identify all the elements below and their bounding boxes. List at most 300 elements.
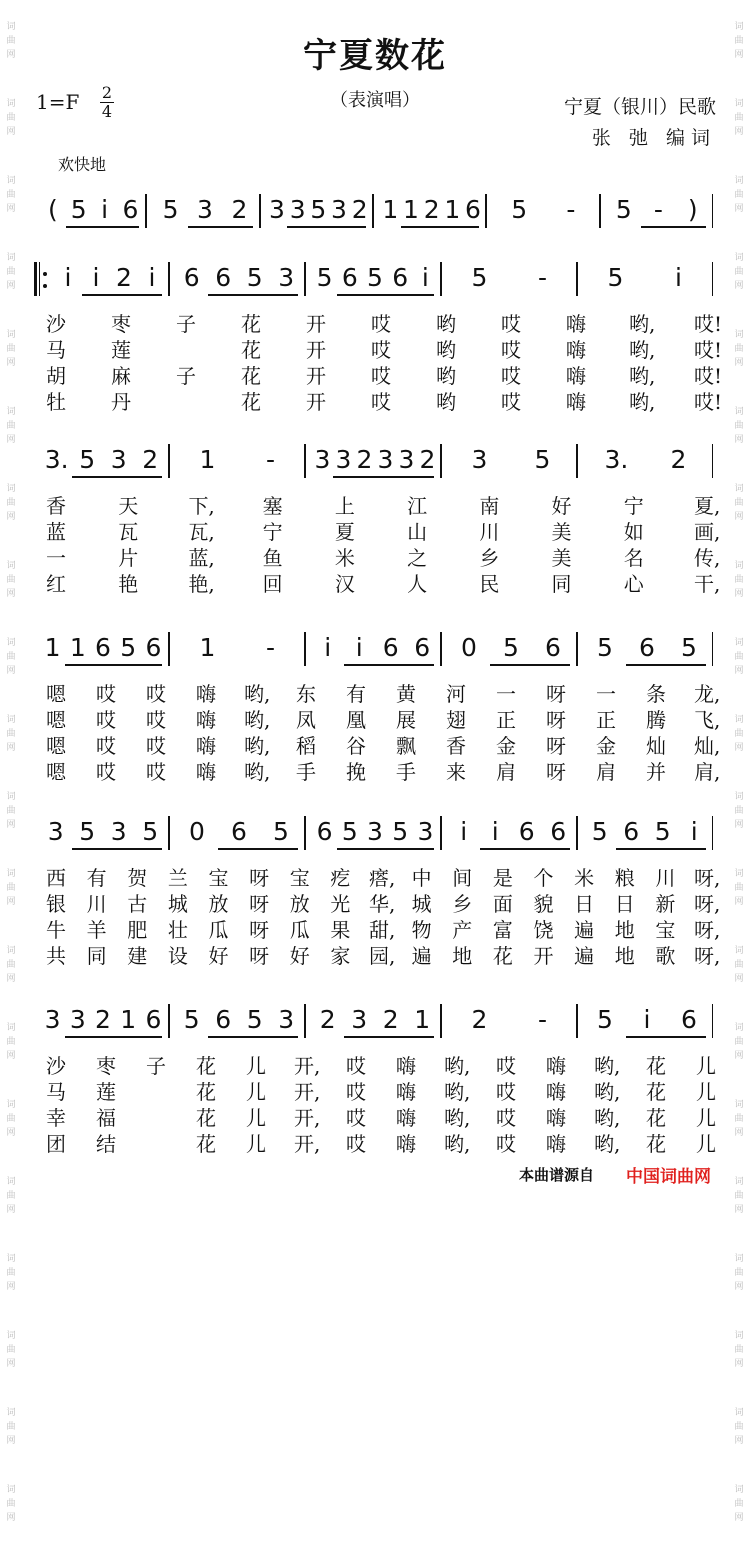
lyric-word: 哎 [496, 1054, 516, 1078]
note: 6 [639, 633, 655, 662]
beam-underline [333, 476, 434, 478]
note: 2 [231, 195, 248, 224]
lyric-line [34, 1076, 724, 1102]
bar-line [304, 816, 306, 850]
lyric-line [34, 308, 724, 334]
note: 1 [69, 633, 86, 662]
lyric-word: 哎 [96, 760, 116, 784]
lyric-word: 麻 [111, 364, 131, 388]
lyric-word: 儿 [246, 1132, 266, 1156]
song-origin: 宁夏（银川）民歌 [563, 96, 716, 118]
lyric-word: 枣 [96, 1054, 116, 1078]
lyric-word: 羊 [86, 918, 107, 942]
note: 3 [398, 445, 415, 474]
lyric-word: 歌 [655, 944, 676, 968]
watermark-glyph: 词曲网 [6, 99, 16, 137]
lyric-word: 呀 [249, 944, 270, 968]
bar-line [599, 194, 601, 228]
beam-underline [208, 294, 299, 296]
note: 6 [215, 1005, 232, 1034]
lyric-line [34, 360, 724, 386]
lyric-word: 传, [694, 546, 721, 570]
lyric-word: 哎! [694, 364, 723, 388]
lyric-line [34, 678, 724, 704]
watermark-glyph: 词曲网 [6, 638, 16, 676]
lyric-word: 花 [241, 338, 261, 362]
bar-line [304, 1004, 306, 1038]
beam-underline [641, 226, 706, 228]
note: 5 [654, 817, 671, 846]
note: 0 [189, 817, 205, 846]
note: 5 [471, 263, 488, 292]
note: 6 [231, 817, 247, 846]
lyric-word: 城 [411, 892, 432, 916]
lyric-word: 蓝 [46, 520, 66, 544]
lyric-word: 嗯 [46, 708, 66, 732]
lyric-word: 建 [127, 944, 148, 968]
lyric-word: 开 [306, 390, 326, 414]
time-signature [100, 84, 114, 121]
lyric-word: 华, [369, 892, 396, 916]
bar-line [259, 194, 261, 228]
lyric-word: 哟, [444, 1054, 471, 1078]
lyric-word: 灿 [646, 734, 666, 758]
watermark-glyph: 词曲网 [6, 792, 16, 830]
lyric-word: 川 [86, 892, 107, 916]
watermark-glyph: 词曲网 [6, 715, 16, 753]
lyric-line [34, 730, 724, 756]
lyric-word: 牛 [46, 918, 66, 942]
lyric-word: 物 [411, 918, 432, 942]
lyricist-credit: 张 弛 编词 [591, 127, 716, 149]
lyric-word: 好 [208, 944, 229, 968]
watermark-glyph: 词曲网 [734, 22, 744, 60]
watermark-glyph: 词曲网 [734, 253, 744, 291]
note: 3 [47, 817, 64, 846]
beam-underline [337, 848, 434, 850]
lyric-word: 瓦 [118, 520, 139, 544]
lyric-word: 遍 [574, 944, 595, 968]
lyric-word: 马 [46, 1080, 66, 1104]
watermark-glyph: 词曲网 [734, 1254, 744, 1292]
note: - [566, 195, 576, 224]
repeat-start-bar [39, 262, 40, 296]
lyric-word: 江 [407, 494, 428, 518]
bar-line [440, 1004, 442, 1038]
lyric-word: 嗨 [196, 734, 216, 758]
beam-underline [344, 664, 435, 666]
lyric-word: 挽 [346, 760, 366, 784]
lyric-line [34, 940, 724, 966]
watermark-glyph: 词曲网 [6, 1023, 16, 1061]
beam-underline [208, 1036, 299, 1038]
watermark-glyph: 词曲网 [6, 561, 16, 599]
note: i [324, 633, 332, 662]
lyric-word: 来 [446, 760, 466, 784]
lyric-word: 儿 [696, 1106, 716, 1130]
note: 6 [545, 633, 561, 662]
lyric-word: 哎 [146, 682, 166, 706]
lyric-word: 子 [176, 364, 196, 388]
lyric-word: 城 [167, 892, 188, 916]
meter-bottom: 4 [101, 102, 113, 121]
lyric-word: 香 [446, 734, 466, 758]
lyric-word: 飘 [396, 734, 416, 758]
lyric-word: 名 [623, 546, 644, 570]
note: i [491, 817, 499, 846]
lyric-word: 哎 [96, 734, 116, 758]
note: 6 [623, 817, 640, 846]
lyric-word: 哟, [629, 312, 656, 336]
lyric-word: 马 [46, 338, 66, 362]
lyric-word: 米 [574, 866, 595, 890]
note: - [265, 633, 276, 662]
lyric-word: 宁 [262, 520, 283, 544]
bar-line [440, 262, 442, 296]
note: i [101, 195, 109, 224]
lyric-word: 腾 [646, 708, 666, 732]
note: 6 [341, 263, 358, 292]
lyric-word: 肩 [596, 760, 616, 784]
lyric-word: 园, [369, 944, 396, 968]
lyric-word: 呀, [694, 866, 721, 890]
lyric-word: 儿 [696, 1054, 716, 1078]
lyric-word: 嗯 [46, 682, 66, 706]
lyric-word: 儿 [246, 1054, 266, 1078]
lyric-word: 呀 [546, 760, 566, 784]
lyric-word: 同 [551, 572, 572, 596]
lyric-word: 肩 [496, 760, 516, 784]
lyric-word: 肩, [694, 760, 721, 784]
lyric-word: 开 [533, 944, 554, 968]
watermark-glyph: 词曲网 [734, 946, 744, 984]
lyric-line [34, 1102, 724, 1128]
lyric-word: 民 [479, 572, 500, 596]
lyric-word: 美 [551, 520, 572, 544]
watermark-glyph: 词曲网 [734, 99, 744, 137]
watermark-glyph: 词曲网 [734, 1331, 744, 1369]
lyric-line [34, 888, 724, 914]
note: 5 [392, 817, 409, 846]
note: 2 [471, 1005, 488, 1034]
note: ( [48, 195, 58, 224]
lyric-word: 嗨 [566, 338, 586, 362]
lyric-word: 并 [646, 760, 666, 784]
note: 1 [382, 195, 399, 224]
lyric-word: 灿, [694, 734, 721, 758]
lyric-word: 花 [646, 1132, 666, 1156]
note: 5 [273, 817, 289, 846]
lyric-word: 呀, [694, 944, 721, 968]
note: 5 [246, 263, 263, 292]
watermark-glyph: 词曲网 [6, 330, 16, 368]
lyric-word: 产 [452, 918, 473, 942]
lyric-word: 貌 [533, 892, 554, 916]
note: 5 [120, 633, 137, 662]
watermark-glyph: 词曲网 [6, 407, 16, 445]
lyric-word: 哎 [346, 1132, 366, 1156]
lyric-word: 哟 [436, 338, 456, 362]
lyric-word: 下, [188, 494, 215, 518]
lyric-word: 放 [289, 892, 310, 916]
lyric-word: 哟, [444, 1080, 471, 1104]
source-label: 本曲谱源自 [519, 1166, 595, 1184]
note: 6 [183, 263, 200, 292]
lyric-word: 蓝, [188, 546, 215, 570]
lyric-word: 天 [118, 494, 139, 518]
lyric-word: 团 [46, 1132, 66, 1156]
lyric-word: 开, [294, 1132, 321, 1156]
note: 5 [591, 817, 608, 846]
bar-line [576, 632, 578, 666]
lyric-word: 光 [330, 892, 351, 916]
lyric-word: 莲 [96, 1080, 116, 1104]
note: i [643, 1005, 651, 1034]
lyric-word: 乡 [479, 546, 500, 570]
lyric-word: 一 [596, 682, 616, 706]
lyric-word: 鱼 [262, 546, 283, 570]
note: 3 [110, 445, 127, 474]
lyric-word: 日 [574, 892, 595, 916]
lyric-word: 哟, [244, 734, 271, 758]
watermark-glyph: 词曲网 [734, 484, 744, 522]
watermark-glyph: 词曲网 [734, 561, 744, 599]
lyric-word: 同 [86, 944, 107, 968]
watermark-glyph: 词曲网 [734, 869, 744, 907]
lyric-word: 嗨 [546, 1080, 566, 1104]
bar-line [576, 816, 578, 850]
note: 0 [461, 633, 477, 662]
key-signature: 1=F [36, 90, 80, 114]
note: 3. [604, 445, 629, 474]
beam-underline [616, 848, 707, 850]
lyric-word: 嗨 [396, 1080, 416, 1104]
watermark-glyph: 词曲网 [6, 176, 16, 214]
note: 5 [607, 263, 624, 292]
lyric-word: 兰 [167, 866, 188, 890]
bar-line [576, 444, 578, 478]
lyric-word: 开, [294, 1054, 321, 1078]
lyric-word: 画, [694, 520, 721, 544]
note: 5 [681, 633, 697, 662]
lyric-word: 沙 [46, 1054, 66, 1078]
lyric-word: 嗨 [196, 682, 216, 706]
lyric-word: 甜, [369, 918, 396, 942]
note: 2 [423, 195, 440, 224]
note: 2 [670, 445, 687, 474]
lyric-word: 哟 [436, 390, 456, 414]
lyric-word: 哎 [146, 760, 166, 784]
lyric-word: 哟, [629, 364, 656, 388]
lyric-word: 花 [196, 1054, 216, 1078]
note: i [148, 263, 156, 292]
lyric-word: 粮 [614, 866, 635, 890]
lyric-word: 间 [452, 866, 473, 890]
notation-line [34, 812, 724, 856]
lyric-word: 哟, [629, 390, 656, 414]
lyric-word: 是 [492, 866, 513, 890]
lyric-word: 嗨 [546, 1106, 566, 1130]
watermark-glyph: 词曲网 [734, 1023, 744, 1061]
bar-line [372, 194, 374, 228]
lyric-word: 哟, [444, 1132, 471, 1156]
lyric-word: 哟 [436, 364, 456, 388]
bar-line [304, 444, 306, 478]
note: 1 [120, 1005, 137, 1034]
note: 1 [403, 195, 419, 224]
lyric-word: 嗨 [396, 1054, 416, 1078]
lyric-word: 金 [496, 734, 516, 758]
lyric-word: 胡 [46, 364, 66, 388]
lyric-word: 南 [479, 494, 500, 518]
beam-underline [188, 226, 253, 228]
note: 5 [597, 1005, 613, 1034]
beam-underline [490, 664, 570, 666]
lyric-word: 塞 [262, 494, 283, 518]
lyric-word: 美 [551, 546, 572, 570]
lyric-word: 有 [346, 682, 366, 706]
bar-line [712, 632, 713, 666]
lyric-word: 哟, [444, 1106, 471, 1130]
bar-line [712, 262, 713, 296]
lyric-word: 金 [596, 734, 616, 758]
lyric-line [34, 542, 724, 568]
lyric-word: 嗨 [396, 1106, 416, 1130]
lyric-word: 中 [411, 866, 432, 890]
lyric-word: 嗨 [546, 1132, 566, 1156]
beam-underline [66, 226, 140, 228]
notation-line [34, 258, 724, 302]
beam-underline [344, 1036, 435, 1038]
lyric-word: 开, [294, 1106, 321, 1130]
lyric-word: 西 [46, 866, 66, 890]
lyric-word: 幸 [46, 1106, 66, 1130]
note: 6 [145, 633, 162, 662]
lyric-word: 花 [241, 364, 261, 388]
note: 3 [471, 445, 488, 474]
watermark-glyph: 词曲网 [6, 1331, 16, 1369]
note: 3 [197, 195, 213, 224]
note: 2 [142, 445, 159, 474]
lyric-word: 贺 [127, 866, 148, 890]
watermark-glyph: 词曲网 [734, 176, 744, 214]
lyric-line [34, 490, 724, 516]
lyric-word: 哎 [371, 338, 391, 362]
lyric-word: 嗯 [46, 734, 66, 758]
lyric-word: 回 [262, 572, 283, 596]
bar-line [145, 194, 147, 228]
bar-line [712, 816, 713, 850]
lyric-word: 哎 [371, 390, 391, 414]
lyric-word: 哎 [501, 390, 521, 414]
lyric-word: 乡 [452, 892, 473, 916]
lyric-word: 花 [241, 312, 261, 336]
lyric-word: 呀 [546, 708, 566, 732]
source-site[interactable]: 中国词曲网 [626, 1167, 711, 1187]
lyric-word: 开 [306, 364, 326, 388]
bar-line [440, 632, 442, 666]
note: 3 [44, 1005, 61, 1034]
lyric-word: 稻 [296, 734, 316, 758]
lyric-word: 花 [646, 1080, 666, 1104]
beam-underline [401, 226, 480, 228]
watermark-glyph: 词曲网 [6, 1100, 16, 1138]
watermark-glyph: 词曲网 [734, 1408, 744, 1446]
lyric-word: 哎 [96, 682, 116, 706]
lyric-word: 家 [330, 944, 351, 968]
lyric-word: 哎 [346, 1054, 366, 1078]
beam-underline [480, 848, 571, 850]
lyric-word: 地 [614, 944, 635, 968]
note: 3 [377, 445, 394, 474]
lyric-word: 哎 [146, 734, 166, 758]
lyric-word: 宝 [289, 866, 310, 890]
lyric-word: 哎 [496, 1106, 516, 1130]
note: 2 [351, 195, 368, 224]
lyric-word: 遍 [574, 918, 595, 942]
lyric-word: 结 [96, 1132, 116, 1156]
lyric-word: 夏 [334, 520, 355, 544]
note: - [537, 1005, 548, 1034]
bar-line [440, 444, 442, 478]
lyric-word: 瓜 [289, 918, 310, 942]
lyric-word: 嗨 [546, 1054, 566, 1078]
lyric-word: 哟, [594, 1106, 621, 1130]
note: 1 [414, 1005, 431, 1034]
lyric-word: 沙 [46, 312, 66, 336]
note: 5 [162, 195, 179, 224]
lyric-word: 干, [694, 572, 721, 596]
bar-line [440, 816, 442, 850]
watermark-glyph: 词曲网 [6, 484, 16, 522]
note: 3 [314, 445, 331, 474]
lyric-word: 哟, [244, 708, 271, 732]
notation-line [34, 628, 724, 672]
note: 6 [465, 195, 481, 224]
note: 1 [444, 195, 461, 224]
beam-underline [218, 848, 298, 850]
note: 3 [335, 445, 352, 474]
lyric-line [34, 334, 724, 360]
lyric-word: 儿 [696, 1080, 716, 1104]
note: 6 [316, 817, 333, 846]
watermark-glyph: 词曲网 [6, 1408, 16, 1446]
note: 6 [122, 195, 139, 224]
note: 6 [518, 817, 535, 846]
lyric-word: 哎! [694, 338, 723, 362]
lyric-word: 嗨 [196, 760, 216, 784]
lyric-word: 哟 [436, 312, 456, 336]
note: 5 [367, 263, 383, 292]
lyric-word: 花 [646, 1054, 666, 1078]
lyric-word: 疙 [330, 866, 351, 890]
lyric-line [34, 568, 724, 594]
note: 5 [341, 817, 358, 846]
lyric-word: 艳, [188, 572, 215, 596]
beam-underline [65, 664, 162, 666]
lyric-word: 哟, [594, 1054, 621, 1078]
lyric-word: 手 [396, 760, 416, 784]
lyric-word: 哎 [96, 708, 116, 732]
lyric-line [34, 516, 724, 542]
lyric-line [34, 862, 724, 888]
lyric-word: 哎 [501, 338, 521, 362]
watermark-glyph: 词曲网 [734, 792, 744, 830]
lyric-word: 古 [127, 892, 148, 916]
watermark-glyph: 词曲网 [6, 869, 16, 907]
song-title: 宁夏数花 [303, 36, 447, 76]
lyric-word: 一 [496, 682, 516, 706]
